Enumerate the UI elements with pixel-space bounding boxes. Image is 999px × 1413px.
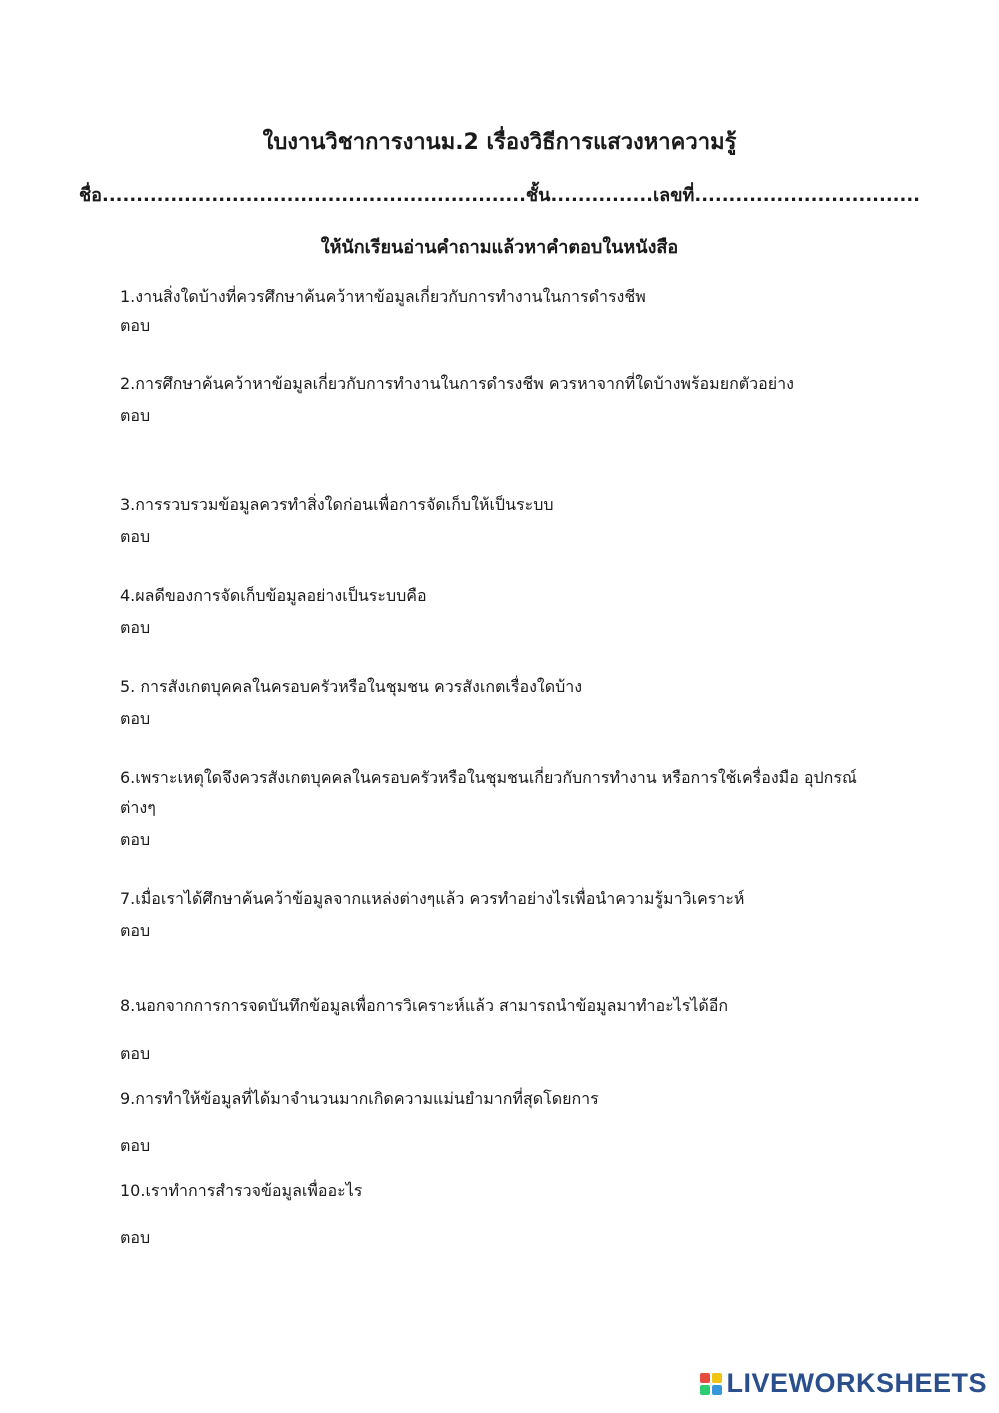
question-text: 7.เมื่อเราได้ศึกษาค้นคว้าข้อมูลจากแหล่งต่างๆแล้ว ควรทำอย่างไรเพื่อนำความรู้มาวิเคราะห์: [120, 889, 745, 908]
worksheet-title: ใบงานวิชาการงานม.2 เรื่องวิธีการแสวงหาความรู้: [262, 130, 737, 155]
student-info-line: ชื่อ..............................................................ชั้น...............เลขที่.................................: [78, 185, 921, 206]
question-4: [120, 581, 900, 611]
answer-label: ตอบ: [120, 316, 151, 335]
question-text: 4.ผลดีของการจัดเก็บข้อมูลอย่างเป็นระบบคือ: [120, 586, 427, 605]
question-8: [120, 991, 900, 1021]
answer-label: ตอบ: [120, 1044, 151, 1063]
answer-label: ตอบ: [120, 406, 151, 425]
logo-tile: [712, 1385, 722, 1395]
question-text: 6.เพราะเหตุใดจึงควรสังเกตบุคคลในครอบครัวหรือในชุมชนเกี่ยวกับการทำงาน หรือการใช้เครื่องมือ อุปกรณ์: [120, 768, 857, 787]
answer-label: ตอบ: [120, 1228, 151, 1247]
answer-label: ตอบ: [120, 921, 151, 940]
logo-tile: [700, 1373, 710, 1383]
question-text: 3.การรวบรวมข้อมูลควรทำสิ่งใดก่อนเพื่อการจัดเก็บให้เป็นระบบ: [120, 495, 554, 514]
answer-label: ตอบ: [120, 1136, 151, 1155]
liveworksheets-brand: [700, 1368, 987, 1399]
answer-label: ตอบ: [120, 830, 151, 849]
question-text: 2.การศึกษาค้นคว้าหาข้อมูลเกี่ยวกับการทำงานในการดำรงชีพ ควรหาจากที่ใดบ้างพร้อมยกตัวอย่าง: [120, 374, 794, 393]
question-text: 9.การทำให้ข้อมูลที่ได้มาจำนวนมากเกิดความแม่นยำมากที่สุดโดยการ: [120, 1089, 599, 1108]
answer-label: ตอบ: [120, 527, 151, 546]
question-1: [120, 282, 900, 312]
question-3: [120, 490, 900, 520]
question-text: 5. การสังเกตบุคคลในครอบครัวหรือในชุมชน ควรสังเกตเรื่องใดบ้าง: [120, 677, 583, 696]
question-2: [120, 369, 900, 399]
liveworksheets-logo-icon: [700, 1373, 722, 1395]
question-7: [120, 884, 900, 914]
question-6: [120, 763, 900, 823]
question-10: [120, 1176, 900, 1206]
brand-name: LIVEWORKSHEETS: [726, 1368, 987, 1398]
answer-label: ตอบ: [120, 618, 151, 637]
answer-label: ตอบ: [120, 709, 151, 728]
question-text: 10.เราทำการสำรวจข้อมูลเพื่ออะไร: [120, 1181, 363, 1200]
question-5: [120, 672, 900, 702]
question-9: [120, 1084, 900, 1114]
instruction-text: ให้นักเรียนอ่านคำถามแล้วหาคำตอบในหนังสือ: [320, 237, 679, 258]
logo-tile: [700, 1385, 710, 1395]
question-text-continued: ต่างๆ: [120, 798, 156, 817]
question-text: 8.นอกจากการการจดบันทึกข้อมูลเพื่อการวิเคราะห์แล้ว สามารถนำข้อมูลมาทำอะไรได้อีก: [120, 996, 729, 1015]
question-text: 1.งานสิ่งใดบ้างที่ควรศึกษาค้นคว้าหาข้อมูลเกี่ยวกับการทำงานในการดำรงชีพ: [120, 287, 646, 306]
logo-tile: [712, 1373, 722, 1383]
